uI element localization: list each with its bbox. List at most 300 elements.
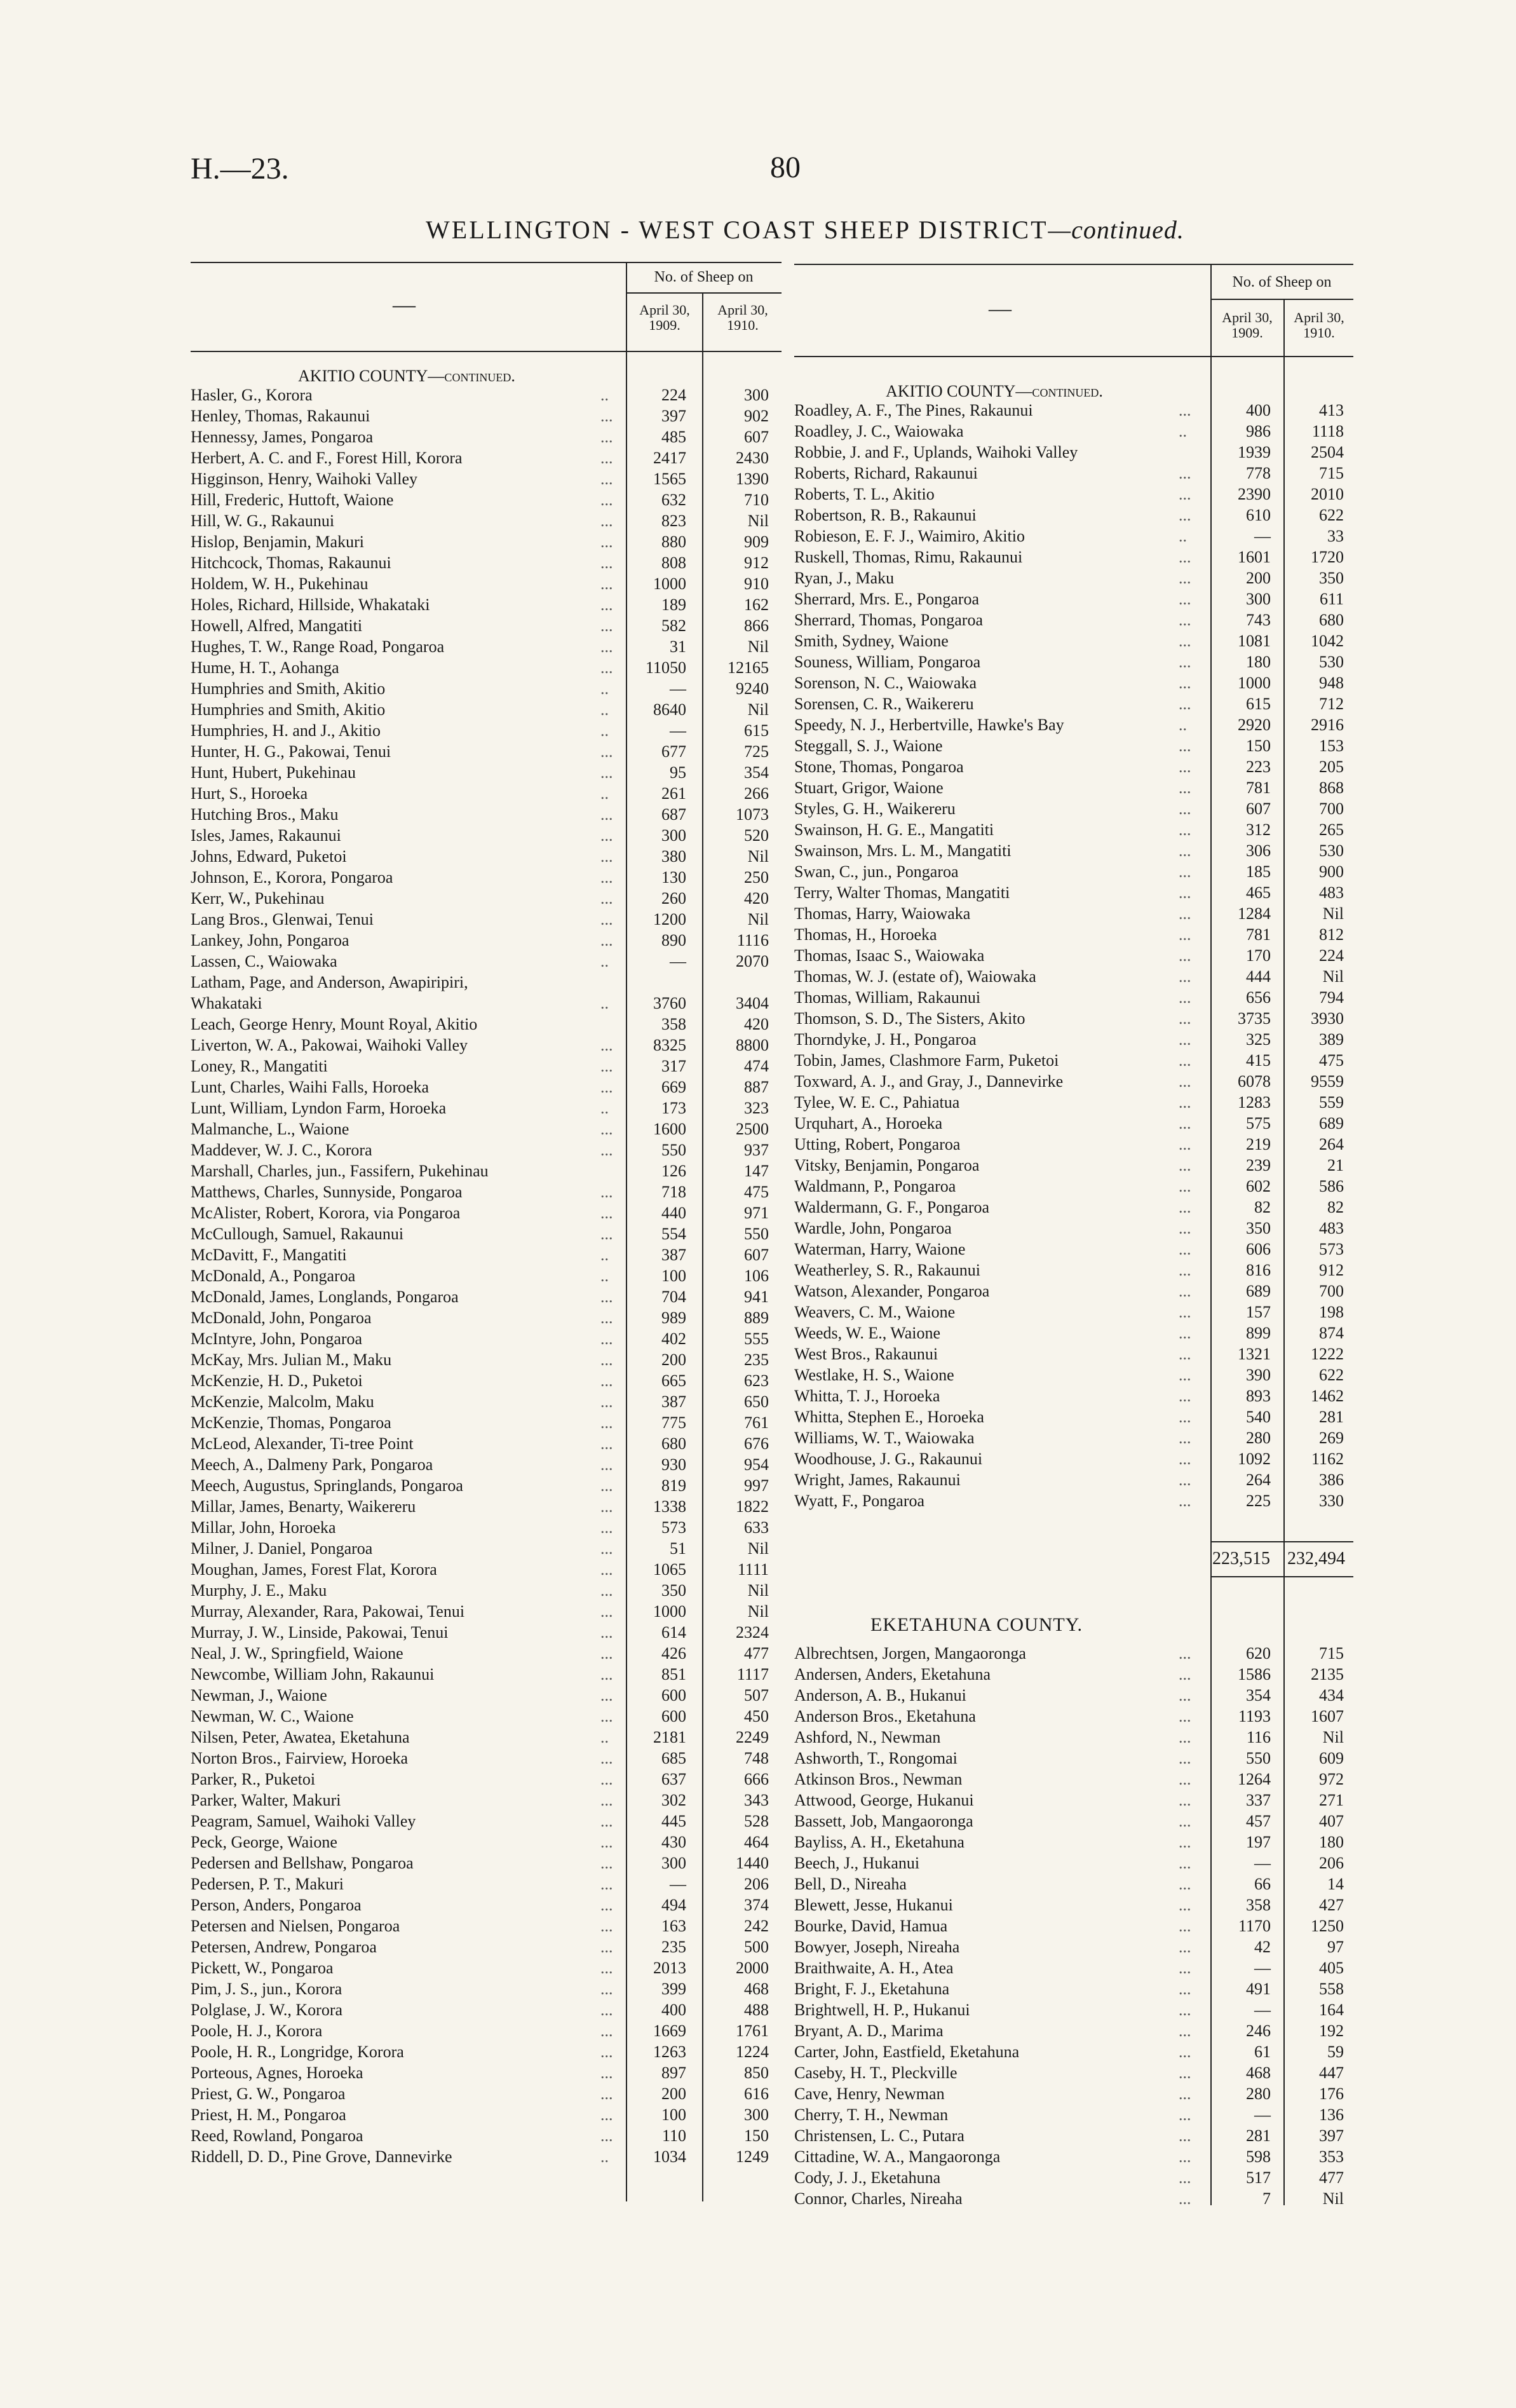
table-row [191,615,782,636]
table-row [191,2125,782,2146]
table-row [794,987,1353,1008]
count-1910: 59 [1327,2043,1344,2061]
count-1910: 474 [744,1056,769,1075]
table-row [794,2020,1353,2041]
holder-name: Beech, J., Hukanui [794,1854,920,1872]
holder-name: Thomson, S. D., The Sisters, Akito [794,1009,1025,1028]
leader-dots: ... [1179,463,1191,482]
count-1909: — [670,1874,686,1893]
count-1910: 937 [744,1140,769,1159]
holder-name: Roadley, A. F., The Pines, Rakaunui [794,400,1033,419]
leader-dots: ... [600,1056,613,1075]
count-1910: 1462 [1311,1386,1344,1405]
table-row [794,1469,1353,1490]
count-1909: 1264 [1238,1770,1271,1788]
leader-dots: ... [1179,505,1191,524]
count-1909: 260 [661,888,686,908]
holder-name: Swainson, Mrs. L. M., Mangatiti [794,841,1012,860]
table-row [794,1218,1353,1239]
holder-name: Swainson, H. G. E., Mangatiti [794,820,994,839]
count-1909: 610 [1246,505,1271,524]
holder-name: Cody, J. J., Eketahuna [794,2168,941,2187]
count-1909: 1065 [653,1560,686,1579]
table-row [794,756,1353,777]
table-row [191,1391,782,1412]
table-row [191,1014,782,1035]
count-1909: 1034 [653,2147,686,2166]
count-1909: 468 [1246,2064,1271,2082]
table-row [794,2104,1353,2125]
leader-dots: ... [1179,862,1191,881]
table-row [191,1538,782,1559]
table-row [191,1433,782,1454]
table-row [794,1302,1353,1323]
leader-dots: ... [600,1539,613,1558]
table-row [191,1202,782,1223]
count-1910: 902 [744,406,769,425]
table-row [191,1832,782,1853]
count-1910: 389 [1319,1030,1344,1049]
table-row [794,651,1353,672]
leader-dots: ... [1179,1071,1191,1091]
holder-name: Norton Bros., Fairview, Horoeka [191,1748,409,1767]
holder-name: Hennessy, James, Pongaroa [191,427,374,446]
count-1909: 8325 [653,1035,686,1054]
leader-dots: .. [600,1098,609,1117]
count-1909: 173 [661,1098,686,1117]
count-1910: 205 [1319,757,1344,776]
holder-name: Loney, R., Mangatiti [191,1056,328,1075]
leader-dots: ... [1179,673,1191,692]
count-1909: 312 [1246,820,1271,839]
holder-name: Steggall, S. J., Waione [794,736,943,755]
leader-dots: ... [1179,1875,1191,1893]
leader-dots: ... [1179,1009,1191,1028]
table-row [794,1260,1353,1281]
count-1909: 358 [661,1014,686,1033]
count-1909: 689 [1246,1281,1271,1300]
table-row [794,609,1353,630]
holder-name: Hughes, T. W., Range Road, Pongaroa [191,637,445,656]
leader-dots: ... [1179,1302,1191,1321]
leader-dots: ... [600,1706,613,1725]
table-row [191,1957,782,1978]
count-1909: 2390 [1238,484,1271,503]
leader-dots: ... [600,511,613,530]
left-header-col1: April 30, 1909. [639,302,690,333]
holder-name: Stuart, Grigor, Waione [794,778,944,797]
left-header-group-label: No. of Sheep on [654,269,754,285]
holder-name: Hitchcock, Thomas, Rakaunui [191,553,391,572]
table-row [794,568,1353,588]
leader-dots: ... [1179,2147,1191,2166]
count-1910: 1116 [736,930,769,949]
table-row [191,1119,782,1139]
count-1910: 1073 [736,805,769,824]
table-row [191,825,782,846]
count-1909: 656 [1246,988,1271,1007]
leader-dots: ... [1179,1051,1191,1070]
table-row [191,909,782,930]
leader-dots: ... [600,1769,613,1788]
count-1909: 687 [661,805,686,824]
leader-dots: ... [1179,1938,1191,1956]
count-1909: 893 [1246,1386,1271,1405]
holder-name: Priest, H. M., Pongaroa [191,2105,346,2124]
holder-name: Albrechtsen, Jorgen, Mangaoronga [794,1644,1026,1663]
count-1910: 266 [744,784,769,803]
count-1910: 9240 [736,679,769,698]
holder-name: Newcombe, William John, Rakaunui [191,1664,435,1684]
count-1909: 851 [661,1664,686,1684]
table-row [794,840,1353,861]
count-1910: 971 [744,1203,769,1222]
count-1910: 162 [744,595,769,614]
count-1910: 106 [744,1266,769,1285]
count-1910: 1222 [1311,1344,1344,1363]
count-1910: 447 [1319,2064,1344,2082]
holder-name: Speedy, N. J., Herbertville, Hawke's Bay [794,715,1064,734]
count-1909: 306 [1246,841,1271,860]
table-row [794,1874,1353,1894]
leader-dots: ... [600,763,613,782]
leader-dots: ... [600,1937,613,1956]
count-1909: 426 [661,1643,686,1663]
leader-dots: ... [600,1581,613,1600]
leader-dots: .. [600,2147,609,2166]
table-row [191,1370,782,1391]
leader-dots: ... [1179,1491,1191,1510]
table-row [794,1071,1353,1092]
count-1909: 2417 [653,448,686,467]
leader-dots: ... [600,1664,613,1684]
count-1909: 264 [1246,1470,1271,1489]
holder-name: Lankey, John, Pongaroa [191,930,349,949]
holder-name: Westlake, H. S., Waione [794,1365,954,1384]
count-1909: 200 [661,2084,686,2103]
leader-dots: ... [600,1224,613,1243]
count-1910: 434 [1319,1686,1344,1704]
table-row [191,1517,782,1538]
count-1909: 61 [1254,2043,1271,2061]
count-1909: 100 [661,1266,686,1285]
holder-name: Humphries and Smith, Akitio [191,700,386,719]
leader-dots: ... [600,1958,613,1977]
leader-dots: .. [600,993,609,1012]
right-table-2 [794,1643,1353,2209]
table-row [794,798,1353,819]
count-1909: 575 [1246,1113,1271,1133]
holder-name: Newman, W. C., Waione [191,1706,354,1725]
table-row [794,526,1353,547]
count-1910: 710 [744,490,769,509]
table-row [191,1622,782,1643]
count-1910: 912 [744,553,769,572]
count-1910: 413 [1319,400,1344,419]
leader-dots: ... [600,2105,613,2124]
holder-name: McKenzie, Malcolm, Maku [191,1392,374,1411]
count-1910: 615 [744,721,769,740]
count-1909: 930 [661,1455,686,1474]
count-1910: 874 [1319,1323,1344,1342]
leader-dots: ... [600,888,613,908]
holder-name: Riddell, D. D., Pine Grove, Dannevirke [191,2147,452,2166]
table-row [794,1853,1353,1874]
leader-dots: ... [1179,2189,1191,2208]
leader-dots: ... [1179,778,1191,797]
count-1909: 2920 [1238,715,1271,734]
count-1909: 390 [1246,1365,1271,1384]
count-1909: — [1254,1959,1271,1977]
count-1910: 910 [744,574,769,593]
count-1909: 350 [661,1581,686,1600]
leader-dots: ... [1179,1218,1191,1237]
count-1909: 170 [1246,946,1271,965]
table-row [794,1706,1353,1727]
count-1909: 430 [661,1832,686,1851]
leader-dots: ... [600,1455,613,1474]
table-row [191,1727,782,1748]
leader-dots: ... [1179,547,1191,566]
count-1909: 444 [1246,967,1271,986]
count-1909: 1193 [1238,1707,1271,1725]
leader-dots: .. [600,700,609,719]
holder-name: Parker, Walter, Makuri [191,1790,341,1809]
leader-dots: ... [600,1413,613,1432]
leader-dots: ... [600,1035,613,1054]
holder-name: Souness, William, Pongaroa [794,652,981,671]
holder-name: McLeod, Alexander, Ti-tree Point [191,1434,414,1453]
count-1910: 997 [744,1476,769,1495]
left-header-col2: April 30, 1910. [717,302,768,333]
left-section-heading: AKITIO COUNTY—continued. [298,367,515,385]
holder-name: Maddever, W. J. C., Korora [191,1140,372,1159]
holder-name: Christensen, L. C., Putara [794,2126,964,2145]
table-row [191,741,782,762]
count-1910: 666 [744,1769,769,1788]
holder-name: Bell, D., Nireaha [794,1875,907,1893]
holder-name: Terry, Walter Thomas, Mangatiti [794,883,1010,902]
count-1910: Nil [747,637,769,656]
count-1909: 897 [661,2063,686,2082]
count-1910: 192 [1319,2022,1344,2040]
holder-name: Hutching Bros., Maku [191,805,339,824]
leader-dots: ... [600,1308,613,1327]
table-row [191,1894,782,1915]
count-1909: 816 [1246,1260,1271,1279]
holder-name: Hunt, Hubert, Pukehinau [191,763,356,782]
leader-dots: ... [600,1643,613,1663]
count-1909: 550 [661,1140,686,1159]
count-1909: 200 [661,1350,686,1369]
leader-dots: .. [600,721,609,740]
count-1910: 483 [1319,883,1344,902]
count-1909: 1170 [1238,1917,1271,1935]
count-1909: 823 [661,511,686,530]
count-1909: 358 [1246,1896,1271,1914]
count-1910: 2504 [1311,442,1344,461]
count-1910: 136 [1319,2105,1344,2124]
table-row [191,1748,782,1769]
count-1910: 1250 [1311,1917,1344,1935]
holder-name: Tobin, James, Clashmore Farm, Puketoi [794,1051,1059,1070]
holder-name: Milner, J. Daniel, Pongaroa [191,1539,373,1558]
holder-name: Urquhart, A., Horoeka [794,1113,943,1133]
count-1910: 271 [1319,1791,1344,1809]
table-row [794,1915,1353,1936]
table-row [794,1664,1353,1685]
table-row [794,1281,1353,1302]
table-row [191,2083,782,2104]
count-1910: 1822 [736,1497,769,1516]
table-row [191,1035,782,1056]
right-header-col2: April 30, 1910. [1294,310,1344,341]
holder-name: Roberts, Richard, Rakaunui [794,463,978,482]
table-row [794,1490,1353,1511]
holder-name: Peck, George, Waione [191,1832,337,1851]
count-1910: 680 [1319,610,1344,629]
count-1910: 1042 [1311,631,1344,650]
count-1909: 280 [1246,1428,1271,1447]
count-1910: 2500 [736,1119,769,1138]
count-1909: 337 [1246,1791,1271,1809]
leader-dots: ... [1179,904,1191,923]
total-1909: 223,515 [1212,1549,1270,1568]
table-row [191,1853,782,1874]
holder-name: Hurt, S., Horoeka [191,784,308,803]
count-1910: 850 [744,2063,769,2082]
count-1910: 265 [1319,820,1344,839]
leader-dots: ... [600,1371,613,1390]
count-1910: 14 [1327,1875,1344,1893]
holder-name: Pickett, W., Pongaroa [191,1958,334,1977]
holder-name: McCullough, Samuel, Rakaunui [191,1224,404,1243]
holder-name: Robertson, R. B., Rakaunui [794,505,977,524]
table-row [794,1155,1353,1176]
holder-name: Hasler, G., Korora [191,385,313,404]
leader-dots: ... [1179,1728,1191,1746]
table-row [191,699,782,720]
leader-dots: ... [600,1853,613,1872]
count-1909: 1000 [653,574,686,593]
count-1910: 330 [1319,1491,1344,1510]
count-1910: 176 [1319,2085,1344,2103]
holder-name: Sorensen, C. R., Waikereru [794,694,974,713]
count-1910: 206 [744,1874,769,1893]
title-main: WELLINGTON - WEST COAST SHEEP DISTRICT [426,215,1048,244]
count-1910: 350 [1319,568,1344,587]
holder-name: McAlister, Robert, Korora, via Pongaroa [191,1203,461,1222]
count-1909: 986 [1246,421,1271,440]
count-1910: 150 [744,2126,769,2145]
count-1910: 912 [1319,1260,1344,1279]
leader-dots: ... [600,1119,613,1138]
table-row [191,2062,782,2083]
count-1909: 400 [661,2000,686,2019]
table-row [794,1364,1353,1385]
holder-name: Thomas, W. J. (estate of), Waiowaka [794,967,1036,986]
holder-name: Cittadine, W. A., Mangaoronga [794,2147,1001,2166]
count-1909: 554 [661,1224,686,1243]
count-1909: 615 [1246,694,1271,713]
table-row [191,1056,782,1077]
leader-dots: ... [600,1203,613,1222]
table-row [191,426,782,447]
count-1910: 530 [1319,841,1344,860]
table-row [191,447,782,468]
count-1910: Nil [747,847,769,866]
right-header-name-dash: — [989,296,1012,321]
count-1910: 1440 [736,1853,769,1872]
right-header-top-rule [794,264,1353,265]
table-row [794,1406,1353,1427]
holder-name: McIntyre, John, Pongaroa [191,1329,363,1348]
count-1909: — [1254,2105,1271,2124]
count-1909: 457 [1246,1812,1271,1830]
holder-name: Waterman, Harry, Waione [794,1239,966,1258]
leader-dots: ... [600,1832,613,1851]
count-1909: 2013 [653,1958,686,1977]
count-1909: 219 [1246,1134,1271,1153]
count-1910: 611 [1319,589,1344,608]
holder-name: Priest, G. W., Pongaroa [191,2084,346,2103]
leader-dots: ... [600,2084,613,2103]
holder-name: Sorenson, N. C., Waiowaka [794,673,977,692]
count-1910: 224 [1319,946,1344,965]
count-1910: 1117 [736,1664,769,1684]
count-1909: 3760 [653,993,686,1012]
leader-dots: ... [1179,757,1191,776]
holder-name: Whitta, T. J., Horoeka [794,1386,940,1405]
count-1909: 66 [1254,1875,1271,1893]
count-1909: 11050 [645,658,686,677]
leader-dots: ... [600,637,613,656]
table-row [191,1454,782,1475]
count-1909: 130 [661,867,686,887]
right-header-col1: April 30, 1909. [1222,310,1273,341]
count-1909: 899 [1246,1323,1271,1342]
count-1909: 665 [661,1371,686,1390]
holder-name: Malmanche, L., Waione [191,1119,349,1138]
count-1909: 180 [1246,652,1271,671]
table-row [794,1832,1353,1853]
count-1909: 380 [661,847,686,866]
holder-name: Parker, R., Puketoi [191,1769,316,1788]
holder-name: Poole, H. R., Longridge, Korora [191,2042,404,2061]
holder-name: Pedersen, P. T., Makuri [191,1874,344,1893]
holder-name: Bourke, David, Hamua [794,1917,948,1935]
count-1909: 1000 [653,1602,686,1621]
table-row [191,951,782,972]
holder-name: Lunt, Charles, Waihi Falls, Horoeka [191,1077,430,1096]
table-row [794,1113,1353,1134]
holder-name: Murphy, J. E., Maku [191,1581,327,1600]
count-1910: 468 [744,1979,769,1998]
holder-name: Sherrard, Thomas, Pongaroa [794,610,984,629]
table-row [191,1223,782,1244]
count-1910: 153 [1319,736,1344,755]
count-1909: 598 [1246,2147,1271,2166]
leader-dots: ... [1179,1896,1191,1914]
count-1910: 586 [1319,1176,1344,1195]
count-1910: 427 [1319,1896,1344,1914]
holder-name: Ryan, J., Maku [794,568,895,587]
count-1910: 477 [1319,2168,1344,2187]
table-row [191,888,782,909]
holder-name: Lunt, William, Lyndon Farm, Horoeka [191,1098,447,1117]
leader-dots: ... [1179,1197,1191,1216]
leader-dots: ... [1179,652,1191,671]
